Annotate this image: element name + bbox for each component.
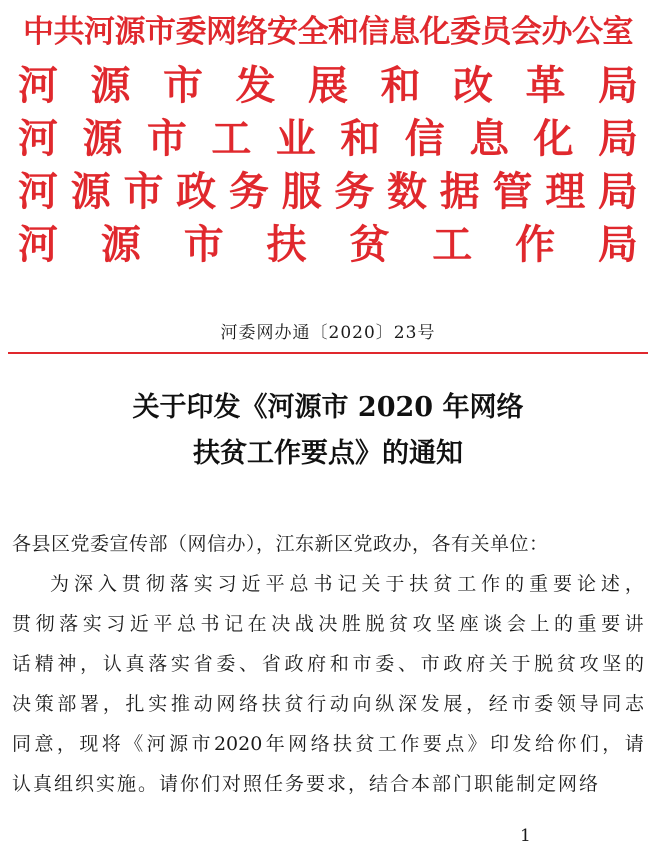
text-glyph: 实	[170, 653, 190, 675]
text-glyph: 省	[261, 653, 281, 675]
text-glyph: 源	[82, 115, 123, 162]
red-divider	[8, 352, 648, 354]
text-glyph: 于	[511, 653, 531, 675]
text-glyph: 网	[288, 733, 308, 755]
text-glyph: 作	[515, 221, 556, 268]
text-glyph: 你	[557, 733, 577, 755]
text-glyph: 委	[534, 693, 554, 715]
text-glyph: 源	[169, 733, 189, 755]
text-glyph: 重	[529, 573, 549, 595]
text-glyph: 市	[511, 693, 531, 715]
text-glyph: 真	[125, 653, 145, 675]
text-glyph: 革	[525, 62, 566, 109]
text-glyph: ，	[624, 573, 644, 595]
text-glyph: 市	[352, 653, 372, 675]
text-glyph: 务	[334, 168, 375, 215]
text-glyph: 贫	[556, 653, 576, 675]
text-glyph: 请	[624, 733, 644, 755]
text-glyph: 话	[12, 653, 32, 675]
text-glyph: 动	[329, 693, 349, 715]
document-title	[0, 385, 656, 477]
page-number: 1	[520, 826, 531, 846]
text-glyph: 纵	[375, 693, 395, 715]
text-glyph: 深	[73, 573, 93, 595]
text-glyph: 志	[624, 693, 644, 715]
text-glyph: 同	[602, 693, 622, 715]
text-glyph: 改	[453, 62, 493, 109]
text-glyph: 市	[183, 221, 224, 268]
text-glyph: 导	[579, 693, 599, 715]
text-glyph: 座	[459, 613, 479, 635]
text-glyph: 络	[310, 733, 330, 755]
text-glyph: 扶	[261, 693, 281, 715]
text-glyph: ，	[602, 733, 622, 755]
text-glyph: 发	[235, 62, 276, 109]
text-glyph: 实	[82, 613, 102, 635]
text-glyph: 贫	[389, 613, 409, 635]
text-glyph: 数	[387, 168, 428, 215]
text-glyph: 源	[100, 221, 141, 268]
document-body	[12, 524, 644, 804]
text-glyph: 决	[271, 613, 291, 635]
text-glyph: 息	[469, 115, 510, 162]
text-glyph: 部	[57, 693, 77, 715]
text-glyph: 彻	[35, 613, 55, 635]
text-glyph: 推	[170, 693, 190, 715]
text-glyph: 向	[352, 693, 372, 715]
text-glyph: 扶	[333, 733, 353, 755]
text-glyph: 为	[50, 573, 70, 595]
text-glyph: 务	[228, 168, 269, 215]
text-glyph: 《	[124, 733, 144, 755]
text-glyph: 署	[80, 693, 100, 715]
text-glyph: 贫	[355, 733, 375, 755]
text-glyph: 源	[90, 62, 131, 109]
text-glyph: 决	[12, 693, 32, 715]
text-glyph: 展	[308, 62, 348, 109]
text-glyph: 发	[512, 733, 532, 755]
text-glyph: 的	[624, 653, 644, 675]
text-glyph: 委	[375, 653, 395, 675]
text-glyph: 府	[466, 653, 486, 675]
text-glyph: 总	[289, 573, 309, 595]
text-glyph: 扶	[266, 221, 307, 268]
text-glyph: 局	[597, 115, 638, 162]
text-glyph: 贫	[349, 221, 390, 268]
body-line-6: 认真组织实施。请你们对照任务要求，结合本部门职能制定网络	[12, 773, 601, 795]
text-glyph: 市	[191, 733, 211, 755]
text-glyph: 要	[422, 733, 442, 755]
text-glyph: 意	[34, 733, 54, 755]
text-glyph: 、	[397, 653, 417, 675]
body-line-4	[12, 684, 644, 724]
body-line-5	[12, 724, 644, 764]
text-glyph: 平	[153, 613, 173, 635]
text-glyph: 落	[169, 573, 189, 595]
text-glyph: 委	[216, 653, 236, 675]
text-glyph: 理	[545, 168, 586, 215]
text-glyph: 书	[200, 613, 220, 635]
text-glyph: 扎	[125, 693, 145, 715]
text-glyph: 落	[148, 653, 168, 675]
text-glyph: 和	[329, 653, 349, 675]
text-glyph: ，	[80, 653, 100, 675]
text-glyph: 们	[579, 733, 599, 755]
issuer-line-2	[18, 59, 638, 112]
text-glyph: 贫	[433, 573, 453, 595]
text-glyph: 记	[337, 573, 357, 595]
text-glyph: 点	[445, 733, 465, 755]
text-glyph: 省	[193, 653, 213, 675]
text-glyph: 和	[380, 62, 421, 109]
text-glyph: 谈	[483, 613, 503, 635]
text-glyph: 深	[397, 693, 417, 715]
text-glyph: 管	[492, 168, 533, 215]
text-glyph: 述	[600, 573, 620, 595]
text-glyph: 领	[556, 693, 576, 715]
text-glyph: 贯	[12, 613, 32, 635]
text-glyph: 彻	[145, 573, 165, 595]
text-glyph: 发	[420, 693, 440, 715]
text-glyph: 工	[211, 115, 252, 162]
text-glyph: 经	[488, 693, 508, 715]
text-glyph: 作	[481, 573, 501, 595]
text-glyph: 脱	[534, 653, 554, 675]
text-glyph: 习	[217, 573, 237, 595]
text-glyph: 近	[241, 573, 261, 595]
text-glyph: 扶	[409, 573, 429, 595]
text-glyph: ，	[466, 693, 486, 715]
text-glyph: 市	[146, 115, 187, 162]
text-glyph: 战	[294, 613, 314, 635]
text-glyph: 攻	[412, 613, 432, 635]
text-glyph: 局	[598, 62, 638, 109]
text-glyph: 将	[101, 733, 121, 755]
text-glyph: 近	[129, 613, 149, 635]
text-glyph: 决	[318, 613, 338, 635]
text-glyph: 化	[533, 115, 574, 162]
issuer-header	[18, 6, 638, 271]
text-glyph: 习	[106, 613, 126, 635]
text-glyph: 政	[443, 653, 463, 675]
text-glyph: 工	[377, 733, 397, 755]
text-glyph: 讲	[624, 613, 644, 635]
text-glyph: 平	[265, 573, 285, 595]
text-glyph: 工	[457, 573, 477, 595]
text-glyph: 印	[490, 733, 510, 755]
title-line-2: 扶贫工作要点》的通知	[193, 438, 463, 469]
text-glyph: ，	[102, 693, 122, 715]
text-glyph: 给	[534, 733, 554, 755]
text-glyph: 胜	[341, 613, 361, 635]
text-glyph: 的	[553, 613, 573, 635]
text-glyph: 上	[530, 613, 550, 635]
text-glyph: 业	[275, 115, 316, 162]
text-glyph: 河	[146, 733, 166, 755]
text-glyph: 论	[576, 573, 596, 595]
body-line-3	[12, 644, 644, 684]
text-glyph: 关	[361, 573, 381, 595]
text-glyph: 入	[97, 573, 117, 595]
text-glyph: 坚	[436, 613, 456, 635]
text-glyph: 服	[281, 168, 322, 215]
text-glyph: 神	[57, 653, 77, 675]
text-glyph: 河	[18, 62, 58, 109]
salutation: 各县区党委宣传部（网信办），江东新区党政办，各有关单位：	[12, 533, 549, 555]
text-glyph: 2020	[213, 733, 263, 755]
text-glyph: 总	[176, 613, 196, 635]
text-glyph: 、	[239, 653, 259, 675]
text-glyph: 作	[400, 733, 420, 755]
text-glyph: 记	[224, 613, 244, 635]
text-glyph: 信	[404, 115, 445, 162]
text-glyph: 现	[79, 733, 99, 755]
text-glyph: 年	[265, 733, 285, 755]
text-glyph: 河	[18, 168, 58, 215]
text-glyph: 脱	[365, 613, 385, 635]
text-glyph: 源	[70, 168, 111, 215]
issuer-line-1: 中共河源市委网络安全和信息化委员会办公室	[23, 14, 633, 50]
text-glyph: 认	[102, 653, 122, 675]
text-glyph: 的	[505, 573, 525, 595]
text-glyph: 市	[420, 653, 440, 675]
document-number: 河委网办通〔2020〕23号	[220, 323, 436, 343]
text-glyph: 要	[553, 573, 573, 595]
text-glyph: 河	[18, 115, 58, 162]
text-glyph: 据	[439, 168, 480, 215]
text-glyph: 书	[313, 573, 333, 595]
text-glyph: 实	[193, 573, 213, 595]
text-glyph: 攻	[579, 653, 599, 675]
title-line-1: 关于印发《河源市 2020 年网络	[132, 392, 524, 423]
issuer-line-4	[18, 165, 638, 218]
body-line-1	[12, 564, 644, 604]
text-glyph: 市	[123, 168, 164, 215]
text-glyph: 市	[163, 62, 203, 109]
text-glyph: 府	[307, 653, 327, 675]
text-glyph: 河	[18, 221, 58, 268]
text-glyph: 要	[601, 613, 621, 635]
text-glyph: 工	[432, 221, 473, 268]
text-glyph: 》	[467, 733, 487, 755]
text-glyph: 贫	[284, 693, 304, 715]
text-glyph: 展	[443, 693, 463, 715]
text-glyph: 落	[59, 613, 79, 635]
text-glyph: 关	[488, 653, 508, 675]
text-glyph: 局	[597, 168, 638, 215]
text-glyph: 实	[148, 693, 168, 715]
text-glyph: 贯	[121, 573, 141, 595]
text-glyph: 网	[216, 693, 236, 715]
text-glyph: 在	[247, 613, 267, 635]
text-glyph: 和	[340, 115, 381, 162]
text-glyph: 会	[506, 613, 526, 635]
text-glyph: 同	[12, 733, 32, 755]
text-glyph: 动	[193, 693, 213, 715]
issuer-line-5	[18, 218, 638, 271]
issuer-line-3	[18, 112, 638, 165]
body-line-2	[12, 604, 644, 644]
text-glyph: 重	[577, 613, 597, 635]
text-glyph: 络	[239, 693, 259, 715]
text-glyph: 策	[34, 693, 54, 715]
text-glyph: 政	[176, 168, 217, 215]
text-glyph: ，	[56, 733, 76, 755]
text-glyph: 政	[284, 653, 304, 675]
text-glyph: 局	[597, 221, 638, 268]
text-glyph: 精	[34, 653, 54, 675]
text-glyph: 坚	[602, 653, 622, 675]
text-glyph: 于	[385, 573, 405, 595]
text-glyph: 行	[307, 693, 327, 715]
